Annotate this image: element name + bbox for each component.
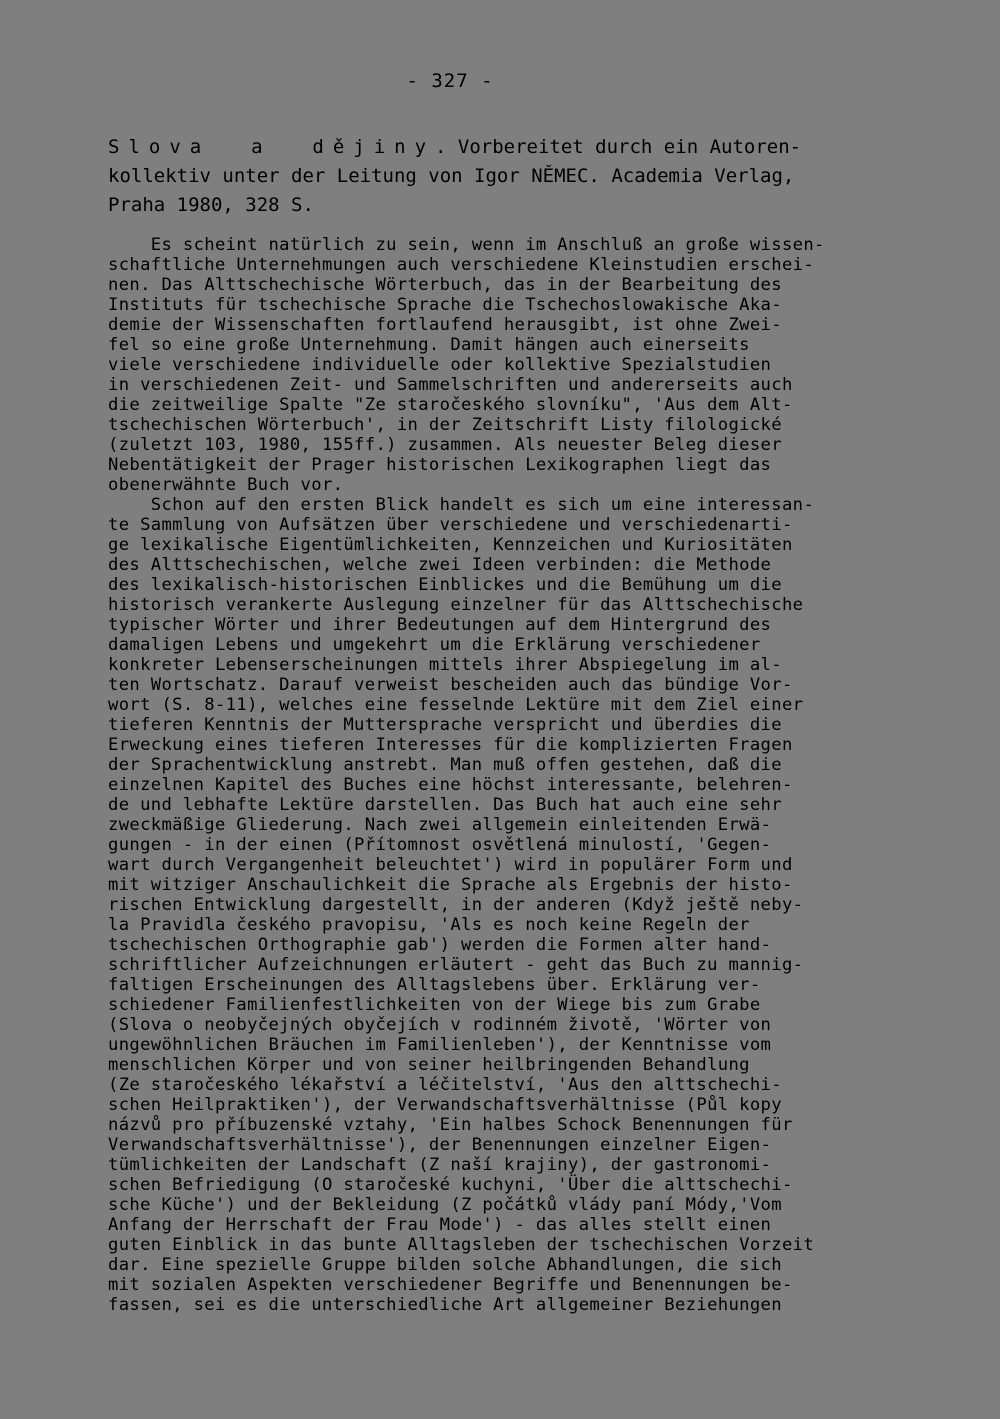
body-line: Schon auf den ersten Blick handelt es sich um eine interessan- <box>108 495 815 515</box>
body-line: Verwandschaftsverhältnisse'), der Benennungen einzelner Eigen- <box>108 1135 772 1155</box>
body-line: ge lexikalische Eigentümlichkeiten, Kennzeichen und Kuriositäten <box>108 535 793 555</box>
body-line: (Ze staročeského lékařství a léčitelství, 'Aus den alttschechi- <box>108 1075 782 1095</box>
body-line: historisch verankerte Auslegung einzelner für das Alttschechische <box>108 595 804 615</box>
body-line: tschechischen Orthographie gab') werden die Formen alter hand- <box>108 935 772 955</box>
body-line: mit sozialen Aspekten verschiedener Begriffe und Benennungen be- <box>108 1275 793 1295</box>
body-line: des lexikalisch-historischen Einblickes und die Bemühung um die <box>108 575 782 595</box>
body-line: (Slova o neobyčejných obyčejích v rodinném životě, 'Wörter von <box>108 1015 772 1035</box>
review-body <box>108 235 908 1315</box>
body-line: sche Küche') und der Bekleidung (Z počátků vlády paní Módy,'Vom <box>108 1195 782 1215</box>
body-line: typischer Wörter und ihrer Bedeutungen auf dem Hintergrund des <box>108 615 772 635</box>
body-line: fel so eine große Unternehmung. Damit hängen auch einerseits <box>108 335 750 355</box>
header-line-1-rest: . Vorbereitet durch ein Autoren- <box>435 136 802 158</box>
body-line: te Sammlung von Aufsätzen über verschiedene und verschiedenarti- <box>108 515 793 535</box>
body-line: viele verschiedene individuelle oder kollektive Spezialstudien <box>108 355 772 375</box>
body-line: Instituts für tschechische Sprache die Tschechoslowakische Aka- <box>108 295 782 315</box>
body-line: gungen - in der einen (Přítomnost osvětlená minulostí, 'Gegen- <box>108 835 772 855</box>
header-line-3: Praha 1980, 328 S. <box>108 194 314 216</box>
body-line: konkreter Lebenserscheinungen mittels ihrer Abspiegelung im al- <box>108 655 782 675</box>
body-line: tieferen Kenntnis der Muttersprache verspricht und überdies die <box>108 715 782 735</box>
body-line: schen Befriedigung (O staročeské kuchyni, 'Über die alttschechi- <box>108 1175 793 1195</box>
body-line: de und lebhafte Lektüre darstellen. Das Buch hat auch eine sehr <box>108 795 782 815</box>
body-line: ten Wortschatz. Darauf verweist bescheiden auch das bündige Vor- <box>108 675 793 695</box>
header-line-2: kollektiv unter der Leitung von Igor NĚMEC. Academia Verlag, <box>108 165 795 187</box>
body-line: (zuletzt 103, 1980, 155ff.) zusammen. Als neuester Beleg dieser <box>108 435 782 455</box>
body-line: guten Einblick in das bunte Alltagsleben der tschechischen Vorzeit <box>108 1235 815 1255</box>
body-line: názvů pro příbuzenské vztahy, 'Ein halbes Schock Benennungen für <box>108 1115 793 1135</box>
page-number: - 327 - <box>406 70 494 92</box>
body-line: die zeitweilige Spalte "Ze staročeského slovníku", 'Aus dem Alt- <box>108 395 793 415</box>
body-line: schriftlicher Aufzeichnungen erläutert - geht das Buch zu mannig- <box>108 955 804 975</box>
body-line: in verschiedenen Zeit- und Sammelschriften und andererseits auch <box>108 375 793 395</box>
book-title: Slova a dějiny <box>108 136 436 158</box>
body-line: der Sprachentwicklung anstrebt. Man muß offen gestehen, daß die <box>108 755 782 775</box>
body-line: mit witziger Anschaulichkeit die Sprache als Ergebnis der histo- <box>108 875 793 895</box>
body-line: schaftliche Unternehmungen auch verschiedene Kleinstudien erschei- <box>108 255 815 275</box>
body-line: Es scheint natürlich zu sein, wenn im Anschluß an große wissen- <box>108 235 825 255</box>
body-line: damaligen Lebens und umgekehrt um die Erklärung verschiedener <box>108 635 761 655</box>
body-line: la Pravidla českého pravopisu, 'Als es noch keine Regeln der <box>108 915 750 935</box>
body-line: schen Heilpraktiken'), der Verwandschaftsverhältnisse (Půl kopy <box>108 1095 782 1115</box>
body-line: einzelnen Kapitel des Buches eine höchst interessante, belehren- <box>108 775 793 795</box>
body-line: wort (S. 8-11), welches eine fesselnde Lektüre mit dem Ziel einer <box>108 695 804 715</box>
body-line: faltigen Erscheinungen des Alltagslebens über. Erklärung ver- <box>108 975 761 995</box>
body-line: tschechischen Wörterbuch', in der Zeitschrift Listy filologické <box>108 415 782 435</box>
body-line: wart durch Vergangenheit beleuchtet') wird in populärer Form und <box>108 855 793 875</box>
body-line: obenerwähnte Buch vor. <box>108 475 344 495</box>
body-line: tümlichkeiten der Landschaft (Z naší krajiny), der gastronomi- <box>108 1155 772 1175</box>
body-line: Erweckung eines tieferen Interesses für die komplizierten Fragen <box>108 735 793 755</box>
body-line: ungewöhnlichen Bräuchen im Familienleben'), der Kenntnisse vom <box>108 1035 772 1055</box>
body-line: Nebentätigkeit der Prager historischen Lexikographen liegt das <box>108 455 772 475</box>
body-line: des Alttschechischen, welche zwei Ideen verbinden: die Methode <box>108 555 772 575</box>
body-line: nen. Das Alttschechische Wörterbuch, das in der Bearbeitung des <box>108 275 782 295</box>
body-line: menschlichen Körper und von seiner heilbringenden Behandlung <box>108 1055 750 1075</box>
review-header <box>108 133 888 220</box>
body-line: demie der Wissenschaften fortlaufend herausgibt, ist ohne Zwei- <box>108 315 782 335</box>
body-line: schiedener Familienfestlichkeiten von der Wiege bis zum Grabe <box>108 995 761 1015</box>
body-line: dar. Eine spezielle Gruppe bilden solche Abhandlungen, die sich <box>108 1255 782 1275</box>
body-line: zweckmäßige Gliederung. Nach zwei allgemein einleitenden Erwä- <box>108 815 772 835</box>
body-line: fassen, sei es die unterschiedliche Art allgemeiner Beziehungen <box>108 1295 782 1315</box>
body-line: rischen Entwicklung dargestellt, in der anderen (Když ještě neby- <box>108 895 804 915</box>
body-line: Anfang der Herrschaft der Frau Mode') - das alles stellt einen <box>108 1215 772 1235</box>
